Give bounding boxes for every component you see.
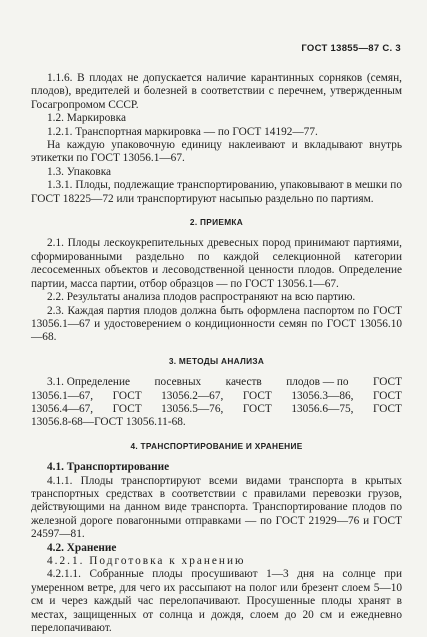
paragraph-2-3: 2.3. Каждая партия плодов должна быть оформлена паспортом по ГОСТ 13056.1—67 и удостоверением о кондиционности семян по ГОСТ 13056.10—68. [31, 304, 402, 344]
p31-l3-w3: ГОСТ [242, 402, 272, 415]
subheading-transportation: 4.1. Транспортирование [47, 461, 170, 474]
section-heading-analysis-methods: 3. МЕТОДЫ АНАЛИЗА [168, 355, 265, 366]
p31-l3-w5: ГОСТ [372, 402, 402, 415]
section-heading-acceptance: 2. ПРИЕМКА [189, 217, 244, 228]
document-body [31, 72, 402, 635]
subheading-packing: 1.3. Упаковка [47, 165, 112, 178]
p31-l3-w4: 13056.6—75, [291, 402, 354, 415]
p31-l1-w1: посевных [154, 376, 202, 389]
p31-l1-w0: 3.1. Определение [47, 376, 131, 389]
section-heading-transport-storage: 4. ТРАНСПОРТИРОВАНИЕ И ХРАНЕНИЕ [130, 440, 303, 451]
p31-l3-w0: 13056.4—67, [31, 402, 94, 415]
subheading-marking: 1.2. Маркировка [47, 112, 126, 125]
paragraph-2-2: 2.2. Результаты анализа плодов распространяют на всю партию. [47, 291, 356, 304]
subheading-storage: 4.2. Хранение [47, 541, 117, 554]
p31-l2-w3: ГОСТ [242, 389, 272, 402]
p31-l4: 13056.8-68—ГОСТ 13056.11-68. [31, 416, 186, 429]
p31-l3-w2: 13056.5—76, [161, 402, 224, 415]
p31-l2-w1: ГОСТ [112, 389, 142, 402]
paragraph-1-1-6: 1.1.6. В плодах не допускается наличие карантинных сорняков (семян, плодов), вредителей и болезней в соответствии с перечнем, утвержденным Госагропромом СССР. [31, 72, 402, 111]
p31-l1-w2: качеств [225, 376, 262, 389]
subheading-storage-preparation: 4.2.1. Подготовка к хранению [47, 555, 246, 567]
p31-l1-w4: ГОСТ [373, 376, 402, 389]
p31-l2-w4: 13056.3—86, [291, 389, 354, 402]
p31-l3-w1: ГОСТ [112, 402, 142, 415]
paragraph-1-2-1: 1.2.1. Транспортная маркировка — по ГОСТ 14192—77. [47, 125, 318, 138]
paragraph-2-1: 2.1. Плоды лескоукрепительных древесных пород принимают партиями, сформированными раздельно по каждой селекционной категории лесосеменных объектов и лесоводственной ценности плодов. Определение партии, масса партии, отбор образцов — по ГОСТ 13056.1—67. [31, 237, 402, 290]
paragraph-4-2-1-1: 4.2.1.1. Собранные плоды просушивают 1—3 дня на солнце при умеренном ветре, для чего их рассыпают на полог или брезент слоем 5—10 см и через каждый час перелопачивают. Просушенные плоды хранят в местах, защищенных от солнца и дождя, слоем до 20 см и ежедневно перелопачивают. [31, 568, 402, 635]
p31-l2-w2: 13056.2—67, [161, 389, 224, 402]
paragraph-1-3-1: 1.3.1. Плоды, подлежащие транспортированию, упаковывают в мешки по ГОСТ 18225—72 или транспортируют насыпью раздельно по партиям. [31, 179, 402, 205]
paragraph-3-1 [31, 376, 402, 430]
paragraph-4-1-1: 4.1.1. Плоды транспортируют всеми видами транспорта в крытых транспортных средствах в соответствии с правилами перевозки грузов, действующими на данном виде транспорта. Транспортирование плодов по железной дороге повагонными отправками — по ГОСТ 21929—76 и ГОСТ 24597—81. [31, 474, 402, 541]
paragraph-1-2-1-label: На каждую упаковочную единицу наклеивают и вкладывают внутрь этикетки по ГОСТ 13056.1—67. [31, 139, 402, 165]
page-header: ГОСТ 13855—87 С. 3 [301, 43, 401, 54]
p31-l2-w0: 13056.1—67, [31, 389, 94, 402]
p31-l1-w3: плодов — по [286, 376, 349, 389]
p31-l2-w5: ГОСТ [372, 389, 402, 402]
